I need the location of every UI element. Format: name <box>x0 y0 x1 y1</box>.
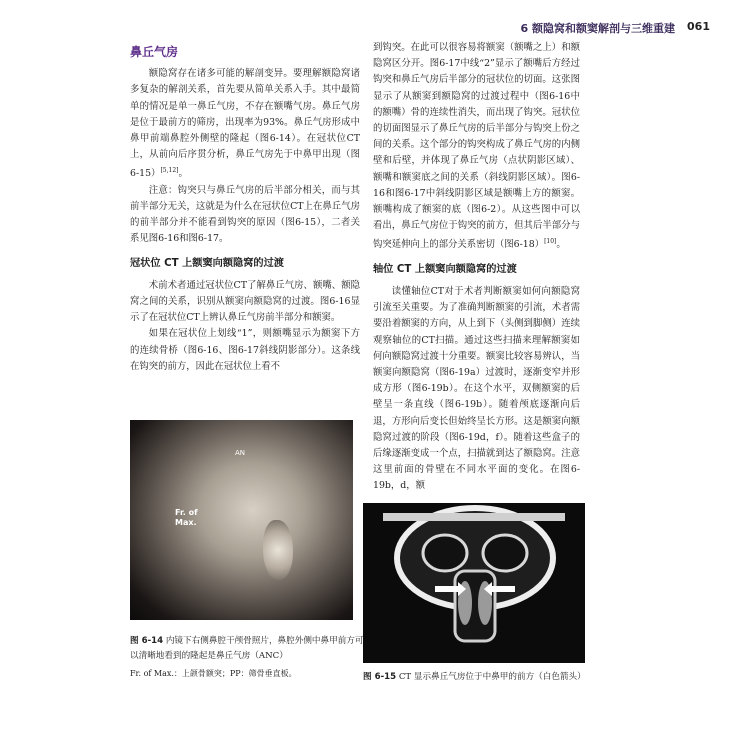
paragraph: 读懂轴位CT对于术者判断额窦如何向额隐窝引流至关重要。为了准确判断额窦的引流，术者需要沿着额窦的方向，从上到下（头侧到脚侧）连续观察轴位的CT扫描。通过这些扫描来理解额窦如何向额隐窝过渡十分重要。额窦比较容易辨认，当额窦向额隐窝（图6-19a）过渡时，逐渐变窄并形成方形（图6-19b）。在这个水平，双侧额窦的后壁呈一条直线（图6-19b）。随着颅底逐渐向后退，方形向后变长但始终呈长方形。这是额窦向额隐窝过渡的阶段（图6-19d，f）。随着这些盒子的后缘逐渐变成一个点，扫描就到达了额隐窝。注意这里前面的骨壁在不同水平面的变化。在图6-19b，d，额 <box>373 285 580 492</box>
running-header <box>420 20 710 38</box>
figure-caption: 图 6-15 CT 显示鼻丘气房位于中鼻甲的前方（白色箭头） <box>363 672 586 682</box>
chapter-title: 6 额隐窝和额窦解剖与三维重建 <box>520 22 676 35</box>
paragraph: 如果在冠状位上划线“1”，则额嘴显示为额窦下方的连续骨桥（图6-16、图6-17斜线阴影部分）。这条线在钩突的前方，因此在冠状位上看不 <box>130 328 360 372</box>
paragraph: 额隐窝存在诸多可能的解剖变异。要理解额隐窝诸多复杂的解剖关系，首先要从简单关系入手。其中最简单的情况是单一鼻丘气房，不存在额嘴气房。鼻丘气房是位于最前方的筛房，出现率为93%。鼻丘气房形成中鼻甲前端鼻腔外侧壁的隆起（图6-14）。在冠状位CT上，从前向后序贯分析，鼻丘气房先于中鼻甲出现（图6-15）[5,12]。 <box>130 68 360 180</box>
paragraph: 术前术者通过冠状位CT了解鼻丘气房、额嘴、额隐窝之间的关系，识别从额窦向额隐窝的过渡。图6-16显示了在冠状位CT上辨认鼻丘气房前半部分和额窦。 <box>130 279 360 324</box>
paragraph: 到钩突。在此可以很容易将额窦（额嘴之上）和额隐窝区分开。图6-17中线“2”显示了额嘴后方经过钩突和鼻丘气房后半部分的冠状位的切面。这张图显示了从额窦到额隐窝的过渡过程中（图6-16中的额嘴）骨的连续性消失，而出现了钩突。冠状位的切面图显示了鼻丘气房的后半部分与钩突上份之间的关系。这个部分的钩突构成了鼻丘气房的内侧壁和后壁，并体现了鼻丘气房（点状阴影区域）、额嘴和额窦底之间的关系（斜线阴影区域）。图6-16和图6-17中斜线阴影区域是额嘴上方的额窦。额嘴构成了额窦的底（图6-2）。从这些图中可以看出，鼻丘气房位于钩突的前方，但其后半部分与钩突延伸向上的部分关系密切（图6-18）[10]。 <box>373 42 580 251</box>
endoscopic-photo <box>130 420 353 620</box>
paragraph: 注意：钩突只与鼻丘气房的后半部分相关，而与其前半部分无关，这就是为什么在冠状位CT上在鼻丘气房的前半部分并不能看到钩突的原因（图6-15），二者关系见图6-16和图6-17。 <box>130 184 360 245</box>
subsection-title: 冠状位 CT 上额窦向额隐窝的过渡 <box>130 257 284 269</box>
ct-image <box>363 503 585 663</box>
agger-nasi-bulge <box>263 520 293 580</box>
photo-label-fr-max: Fr. of Max. <box>175 508 198 527</box>
left-column <box>130 40 360 375</box>
photo-label-anc: AN <box>235 449 246 457</box>
section-title: 鼻丘气房 <box>130 45 179 59</box>
figure-caption: 图 6-14 内镜下右侧鼻腔干颅骨照片，鼻腔外侧中鼻甲前方可以清晰地看到的隆起是鼻丘气房（ANC） <box>130 636 364 661</box>
citation: [10] <box>544 238 557 246</box>
subsection-title: 轴位 CT 上额窦向额隐窝的过渡 <box>373 263 517 275</box>
ct-scan-drawing <box>363 503 585 663</box>
right-column <box>373 40 580 495</box>
page-number: 061 <box>687 20 710 33</box>
figure-note: Fr. of Max.：上颌骨额突；PP：筛骨垂直板。 <box>130 669 297 678</box>
citation: [5,12] <box>160 167 179 175</box>
